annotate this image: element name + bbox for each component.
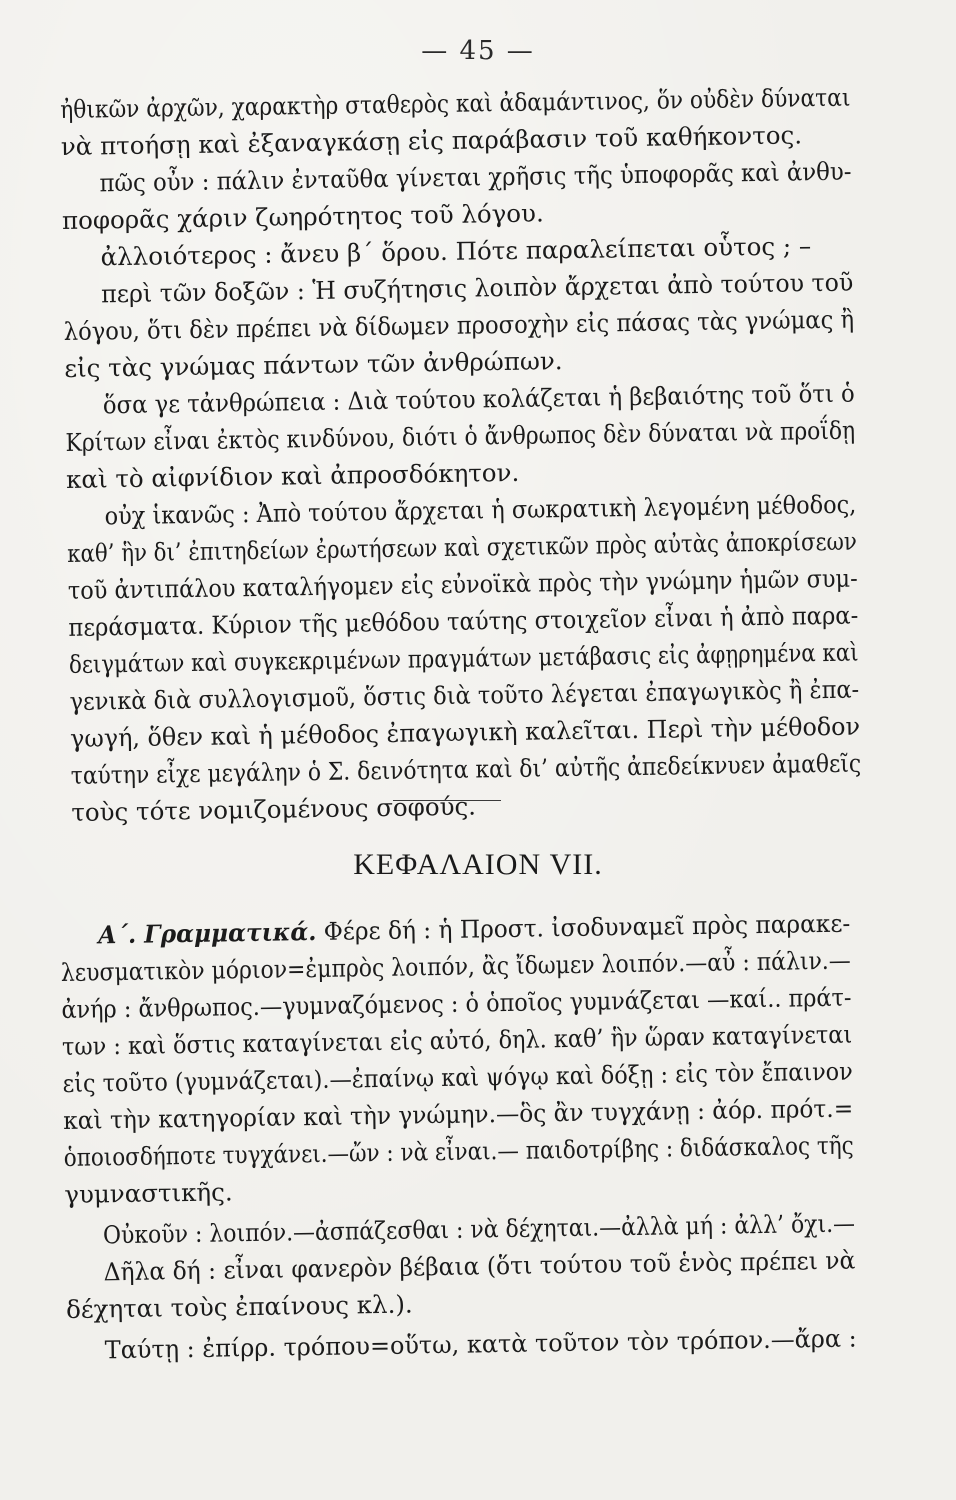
section-label: Α΄. Γραμματικά. [98,916,317,950]
section-divider [393,800,501,801]
text-line: ὅσα γε τἀνθρώπεια : Διὰ τούτου κολάζεται ἡ βεβαιότης τοῦ ὅτι ὁ [102,378,855,420]
text-line: εἰς τὰς γνώμας πάντων τῶν ἀνθρώπων. [64,346,563,383]
grammar-first-line-text: Φέρε δή : ἡ Προστ. ἰσοδυναμεῖ πρὸς παρακε- [316,908,851,946]
text-line: τοῦ ἀντιπάλου καταλήγομεν εἰς εὐνοϊκὰ πρὸς τὴν γνώμην ἡμῶν συμ- [67,563,858,605]
text-line: ὁποιοσδήποτε τυγχάνει.—ὤν : νὰ εἶναι.— παιδοτρίβης : διδάσκαλος τῆς [63,1130,854,1172]
text-line: ἀνήρ : ἄνθρωπος.—γυμναζόμενος : ὁ ὁποῖος γυμνάζεται —καί.. πράτ- [61,982,852,1024]
text-line: νὰ πτοήσῃ καὶ ἐξαναγκάσῃ εἰς παράβασιν τοῦ καθήκοντος. [60,120,803,161]
grammar-notes-block [60,906,857,1365]
text-line: καθ’ ἣν δι’ ἐπιτηδείων ἐρωτήσεων καὶ σχετικῶν πρὸς αὐτὰς ἀποκρίσεων [67,526,857,568]
text-line: πῶς οὖν : πάλιν ἐνταῦθα γίνεται χρῆσις τῆς ὑποφορᾶς καὶ ἀνθυ- [99,156,852,198]
text-line: περὶ τῶν δοξῶν : Ἡ συζήτησις λοιπὸν ἄρχεται ἀπὸ τούτου τοῦ [100,267,854,309]
text-line: ἠθικῶν ἀρχῶν, χαρακτὴρ σταθερὸς καὶ ἀδαμάντινος, ὅν οὐδὲν δύναται [60,82,851,124]
text-line: δειγμάτων καὶ συγκεκριμένων πραγμάτων μετάβασις εἰς ἀφῃρημένα καὶ [68,637,859,679]
text-line: λόγου, ὅτι δὲν πρέπει νὰ δίδωμεν προσοχὴν εἰς πάσας τὰς γνώμας ἢ [63,304,855,346]
text-line: δέχηται τοὺς ἐπαίνους κλ.). [65,1289,413,1324]
text-line: καὶ τὴν κατηγορίαν καὶ τὴν γνώμην.—ὃς ἂν τυγχάνῃ : ἀόρ. πρότ.= [62,1093,854,1135]
text-line: περάσματα. Κύριον τῆς μεθόδου ταύτης στοιχεῖον εἶναι ἡ ἀπὸ παρα- [68,600,859,642]
text-line: των : καὶ ὅστις καταγίνεται εἰς αὐτό, δηλ. καθ’ ἣν ὥραν καταγίνεται [61,1019,853,1061]
text-line: Δῆλα δή : εἶναι φανερὸν βέβαια (ὅτι τούτου τοῦ ἑνὸς πρέπει νὰ [103,1245,856,1287]
text-line: γυμναστικῆς. [64,1177,233,1209]
text-line: γενικὰ διὰ συλλογισμοῦ, ὅστις διὰ τοῦτο λέγεται ἐπαγωγικὸς ἢ ἐπα- [69,674,860,716]
text-line: ἀλλοιότερος : ἄνευ β΄ ὅρου. Πότε παραλείπεται οὗτος ; – [100,231,812,272]
text-line: Οὐκοῦν : λοιπόν.—ἀσπάζεσθαι : νὰ δέχηται.—ἀλλὰ μή : ἀλλ’ ὄχι.— [102,1208,856,1250]
commentary-block-upper [60,80,862,827]
text-line: Ταύτῃ : ἐπίρρ. τρόπου=οὕτω, κατὰ τοῦτον τὸν τρόπον.—ἄρα : [104,1323,857,1365]
text-line: τοὺς τότε νομιζομένους σοφούς. [71,791,477,827]
chapter-heading: ΚΕΦΑΛΑΙΟΝ VII. [353,848,603,881]
text-line: καὶ τὸ αἰφνίδιον καὶ ἀπροσδόκητον. [65,457,520,494]
text-line: ταύτην εἶχε μεγάλην ὁ Σ. δεινότητα καὶ δι’ αὐτῆς ἀπεδείκνυεν ἀμαθεῖς [70,748,862,790]
text-line: οὐχ ἱκανῶς : Ἀπὸ τούτου ἄρχεται ἡ σωκρατικὴ λεγομένη μέθοδος, [104,489,857,531]
text-line: Κρίτων εἶναι ἐκτὸς κινδύνου, διότι ὁ ἄνθρωπος δὲν δύναται νὰ προΐδῃ [65,415,856,457]
text-line: γωγή, ὅθεν καὶ ἡ μέθοδος ἐπαγωγικὴ καλεῖται. Περὶ τὴν μέθοδον [69,711,861,753]
text-line: εἰς τοῦτο (γυμνάζεται).—ἐπαίνῳ καὶ ψόγῳ καὶ δόξῃ : εἰς τὸν ἔπαινον [62,1056,853,1098]
text-line: λευσματικὸν μόριον=ἐμπρὸς λοιπόν, ἂς ἴδωμεν λοιπόν.—αὖ : πάλιν.— [60,945,851,987]
text-line: ποφορᾶς χάριν ζωηρότητος τοῦ λόγου. [61,198,544,235]
page-number: — 45 — [421,36,535,66]
